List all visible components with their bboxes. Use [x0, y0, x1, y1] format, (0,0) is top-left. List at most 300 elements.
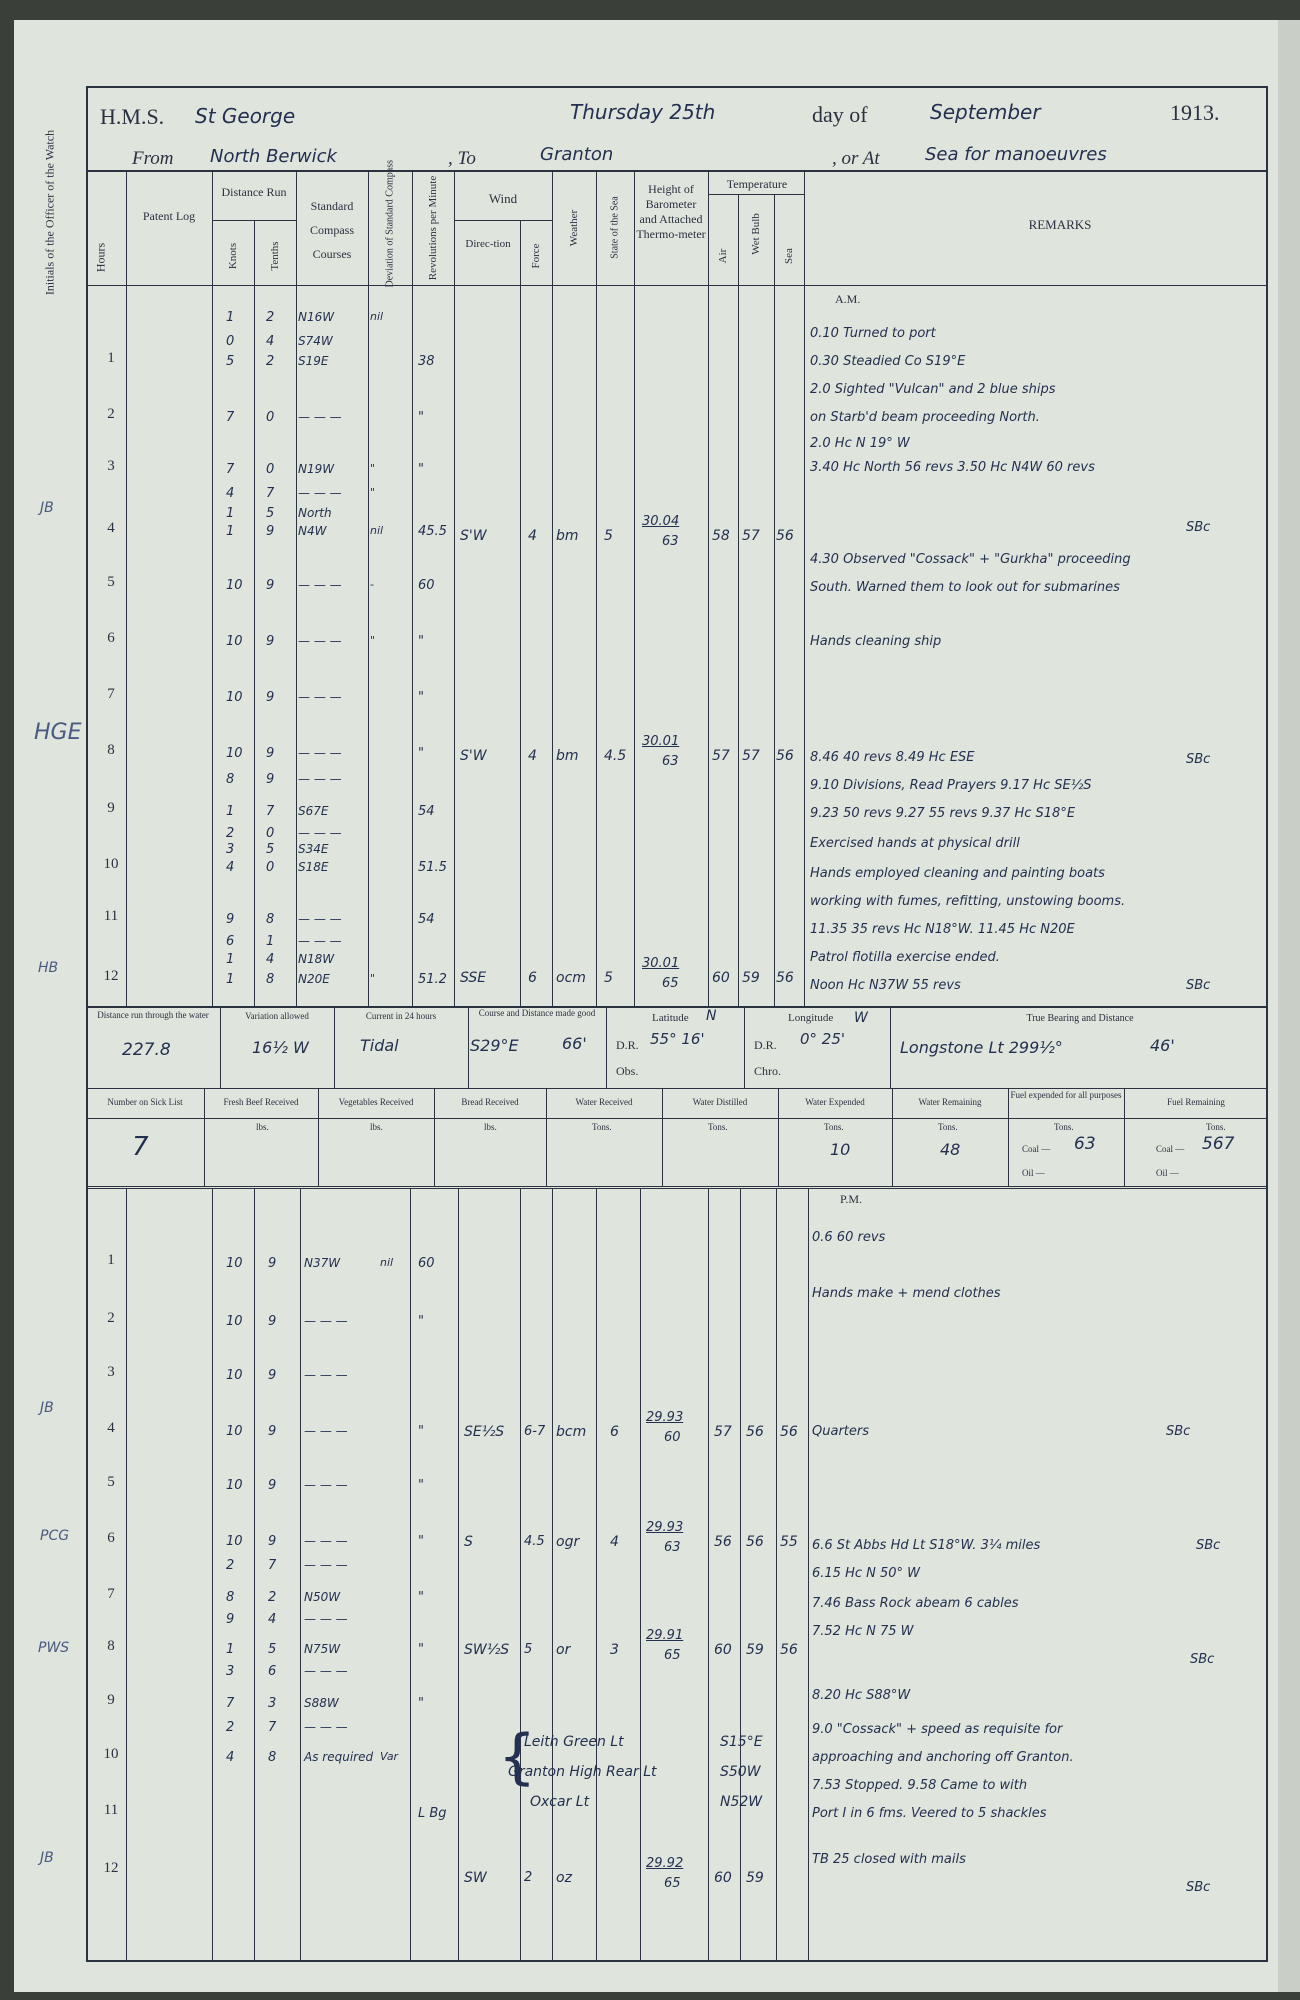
initials-5: PCG — [40, 1528, 70, 1544]
barometer-cell: 30.04 — [642, 514, 680, 529]
wdist-unit: Tons. — [708, 1122, 728, 1132]
wind-direction-cell: SE½S — [464, 1424, 505, 1440]
at-place: Sea for manoeuvres — [925, 144, 1107, 165]
revolutions-cell: 45.5 — [418, 524, 447, 539]
coal-expended: 63 — [1074, 1134, 1096, 1154]
tenths-cell: 3 — [268, 1696, 277, 1711]
or-at-label: , or At — [832, 148, 880, 169]
lat-label: Latitude — [652, 1012, 689, 1024]
lat-value: 55° 16' — [650, 1030, 705, 1048]
bearing-leith: Leith Green Lt — [524, 1734, 624, 1750]
revolutions-cell: 51.2 — [418, 972, 447, 987]
tenths-cell: 6 — [268, 1664, 277, 1679]
initials-3: HB — [38, 960, 59, 976]
remark-line: SBc — [1196, 1538, 1221, 1553]
page-edge — [1278, 20, 1300, 1992]
compass-cell: — — — — [304, 1534, 348, 1548]
remark-line: 7.53 Stopped. 9.58 Came to with — [812, 1778, 1028, 1793]
knots-cell: 3 — [226, 842, 235, 857]
thermometer-cell: 63 — [662, 534, 679, 549]
remark-line: Hands employed cleaning and painting boats — [810, 866, 1105, 881]
thermometer-cell: 65 — [664, 1648, 681, 1663]
deviation-cell: " — [370, 486, 376, 499]
remark-line: approaching and anchoring off Granton. — [812, 1750, 1074, 1765]
wexp-unit: Tons. — [824, 1122, 844, 1132]
wind-direction-cell: S — [464, 1534, 473, 1550]
deviation-cell: nil — [370, 310, 384, 323]
thermometer-cell: 65 — [662, 976, 679, 991]
initials-7: JB — [40, 1850, 54, 1866]
air-temp-cell: 60 — [714, 1642, 732, 1658]
wind-direction-cell: SW — [464, 1870, 487, 1886]
knots-cell: 1 — [226, 972, 235, 987]
bread-label: Bread Received — [461, 1097, 519, 1107]
wrem-unit: Tons. — [938, 1122, 958, 1132]
hour-label: 12 — [103, 1860, 119, 1876]
year: 1913. — [1170, 100, 1220, 125]
noon-var-label: Variation allowed — [245, 1011, 309, 1021]
sea-state-cell: 4 — [610, 1534, 619, 1550]
compass-cell: — — — — [304, 1720, 348, 1734]
hour-label: 5 — [107, 1474, 115, 1490]
compass-cell: N19W — [298, 462, 335, 476]
hour-label: 4 — [107, 520, 115, 536]
revolutions-cell: 51.5 — [418, 860, 447, 875]
noon-var: 16½ W — [252, 1038, 309, 1057]
oil-rem-label: Oil — — [1156, 1168, 1179, 1178]
knots-cell: 2 — [226, 1720, 235, 1735]
tenths-cell: 2 — [266, 354, 275, 369]
compass-cell: N50W — [304, 1590, 341, 1604]
hour-label: 3 — [107, 458, 115, 474]
remark-line: 0.30 Steadied Co S19°E — [810, 354, 966, 369]
hour-label: 9 — [107, 800, 115, 816]
knots-cell: 10 — [226, 1368, 243, 1383]
hour-label: 1 — [107, 1252, 115, 1268]
col-std-compass: Standard Compass Courses — [309, 199, 354, 261]
remark-line: TB 25 closed with mails — [812, 1852, 966, 1867]
wet-bulb-cell: 57 — [742, 748, 760, 764]
to-place: Granton — [540, 144, 614, 165]
hour-label: 2 — [107, 1310, 115, 1326]
thermometer-cell: 60 — [664, 1430, 681, 1445]
sea-state-cell: 6 — [610, 1424, 619, 1440]
bearing-dist: 46' — [1150, 1036, 1175, 1055]
remark-line: 3.40 Hc North 56 revs 3.50 Hc N4W 60 revs — [810, 460, 1095, 475]
deviation-cell: nil — [370, 524, 384, 537]
compass-cell: — — — — [298, 912, 342, 926]
air-temp-cell: 57 — [714, 1424, 732, 1440]
compass-cell: N20E — [298, 972, 330, 986]
tenths-cell: 9 — [268, 1314, 277, 1329]
compass-cell: — — — — [304, 1424, 348, 1438]
revolutions-cell: 54 — [418, 912, 435, 927]
water-distilled-label: Water Distilled — [692, 1097, 748, 1107]
hour-label: 5 — [107, 574, 115, 590]
knots-cell: 10 — [226, 1534, 243, 1549]
knots-cell: 1 — [226, 804, 235, 819]
tenths-cell: 9 — [266, 578, 275, 593]
sick-label: Number on Sick List — [107, 1097, 183, 1107]
compass-cell: — — — — [304, 1664, 348, 1678]
revolutions-cell: 38 — [418, 354, 435, 369]
wet-bulb-cell: 56 — [746, 1424, 764, 1440]
col-remarks: REMARKS — [1028, 217, 1092, 232]
knots-cell: 1 — [226, 1642, 235, 1657]
knots-cell: 1 — [226, 952, 235, 967]
lon-label: Longitude — [788, 1012, 834, 1024]
hour-label: 7 — [107, 686, 115, 702]
sea-temp-cell: 56 — [780, 1424, 798, 1440]
compass-cell: — — — — [304, 1368, 348, 1382]
knots-cell: 10 — [226, 1256, 243, 1271]
lat-dir: N — [706, 1008, 717, 1024]
tenths-cell: 2 — [266, 310, 275, 325]
col-patent-log: Patent Log — [142, 209, 196, 223]
noon-current-label: Current in 24 hours — [365, 1011, 437, 1021]
compass-cell: N4W — [298, 524, 327, 538]
hour-label: 2 — [107, 406, 115, 422]
knots-cell: 1 — [226, 524, 235, 539]
hour-label: 10 — [103, 1746, 119, 1762]
hour-label: 8 — [107, 742, 115, 758]
remark-line: working with fumes, refitting, unstowing booms. — [810, 894, 1126, 909]
revolutions-cell: " — [418, 746, 424, 761]
weather-cell: ocm — [556, 970, 586, 986]
knots-cell: 10 — [226, 746, 243, 761]
knots-cell: 2 — [226, 1558, 235, 1573]
hour-label: 11 — [103, 908, 119, 924]
beef-label: Fresh Beef Received — [223, 1097, 299, 1107]
tenths-cell: 9 — [266, 524, 275, 539]
knots-cell: 10 — [226, 634, 243, 649]
lat-obs-label: Obs. — [616, 1064, 639, 1078]
knots-cell: 1 — [226, 310, 235, 325]
col-direction: Direc-tion — [465, 238, 511, 250]
compass-cell: — — — — [304, 1314, 348, 1328]
remark-line: 6.15 Hc N 50° W — [812, 1566, 921, 1581]
side-title: Initials of the Officer of the Watch — [42, 129, 57, 296]
revolutions-cell: 60 — [418, 578, 435, 593]
tenths-cell: 9 — [266, 746, 275, 761]
compass-cell: — — — — [298, 578, 342, 592]
knots-cell: 10 — [226, 578, 243, 593]
sea-temp-cell: 56 — [776, 748, 794, 764]
remark-line: 7.46 Bass Rock abeam 6 cables — [812, 1596, 1019, 1611]
bearing-brace: { — [498, 1722, 537, 1792]
remark-line: 9.23 50 revs 9.27 55 revs 9.37 Hc S18°E — [810, 806, 1076, 821]
remark-line: Hands make + mend clothes — [812, 1286, 1001, 1301]
sea-state-cell: 3 — [610, 1642, 619, 1658]
wet-bulb-cell: 56 — [746, 1534, 764, 1550]
remark-line: 8.46 40 revs 8.49 Hc ESE — [810, 750, 975, 765]
col-knots: Knots — [227, 242, 239, 270]
revolutions-cell: " — [418, 1642, 424, 1657]
remark-initials: SBc — [1186, 978, 1211, 993]
tenths-cell: 4 — [266, 334, 275, 349]
noon-current: Tidal — [360, 1036, 399, 1055]
thermometer-cell: 65 — [664, 1876, 681, 1891]
revolutions-cell: " — [418, 1314, 424, 1329]
tenths-cell: 0 — [266, 462, 275, 477]
revolutions-cell: " — [418, 410, 424, 425]
initials-6: PWS — [38, 1640, 70, 1656]
wind-direction-cell: S'W — [460, 528, 487, 544]
remark-line: Hands cleaning ship — [810, 634, 942, 649]
tenths-cell: 8 — [266, 912, 275, 927]
tenths-cell: 9 — [266, 634, 275, 649]
compass-cell: S88W — [304, 1696, 339, 1710]
deviation-cell: nil — [380, 1256, 394, 1269]
sea-temp-cell: 56 — [776, 528, 794, 544]
initials-2: HGE — [34, 720, 82, 745]
noon-course: S29°E — [470, 1036, 519, 1055]
knots-cell: 8 — [226, 772, 235, 787]
remark-line: 9.10 Divisions, Read Prayers 9.17 Hc SE½S — [810, 778, 1092, 793]
deviation-cell: - — [370, 578, 374, 591]
wind-force-cell: 6 — [528, 970, 537, 986]
col-weather: Weather — [568, 209, 580, 247]
wind-force-cell: 5 — [524, 1642, 533, 1657]
knots-cell: 4 — [226, 1750, 235, 1765]
remark-line: Port I in 6 fms. Veered to 5 shackles — [812, 1806, 1047, 1821]
remark-line: 0.6 60 revs — [812, 1230, 886, 1245]
revolutions-cell: " — [418, 1424, 424, 1439]
month: September — [930, 100, 1041, 124]
compass-cell: — — — — [298, 634, 342, 648]
tenths-cell: 9 — [268, 1424, 277, 1439]
sick-count: 7 — [132, 1132, 149, 1162]
fuel-expended-label: Fuel expended for all purposes — [1010, 1090, 1122, 1100]
hour-label: 6 — [107, 1530, 115, 1546]
tenths-cell: 7 — [268, 1558, 277, 1573]
ship-name: St George — [195, 104, 296, 128]
tenths-cell: 0 — [266, 410, 275, 425]
remark-line: Noon Hc N37W 55 revs — [810, 978, 961, 993]
knots-cell: 4 — [226, 486, 235, 501]
wind-force-cell: 2 — [524, 1870, 533, 1885]
pm-label: P.M. — [840, 1192, 863, 1206]
compass-cell: — — — — [298, 746, 342, 760]
compass-cell: S67E — [298, 804, 329, 818]
compass-cell: North — [298, 506, 332, 520]
compass-cell: — — — — [298, 772, 342, 786]
col-distance-run: Distance Run — [221, 185, 287, 199]
hour-label: 7 — [107, 1586, 115, 1602]
compass-cell: — — — — [298, 690, 342, 704]
thermometer-cell: 63 — [664, 1540, 681, 1555]
col-tenths: Tenths — [269, 241, 281, 271]
tenths-cell: 5 — [268, 1642, 277, 1657]
wet-bulb-cell: 59 — [742, 970, 760, 986]
weather-cell: ogr — [556, 1534, 580, 1550]
air-temp-cell: 56 — [714, 1534, 732, 1550]
compass-cell: — — — — [298, 934, 342, 948]
wet-bulb-cell: 59 — [746, 1870, 764, 1886]
lon-chro-label: Chro. — [754, 1064, 781, 1078]
knots-cell: 0 — [226, 334, 235, 349]
tenths-cell: 5 — [266, 842, 275, 857]
remark-line: Patrol flotilla exercise ended. — [810, 950, 1000, 965]
compass-cell: — — — — [304, 1612, 348, 1626]
revolutions-cell: " — [418, 462, 424, 477]
tenths-cell: 8 — [268, 1750, 277, 1765]
wind-direction-cell: SW½S — [464, 1642, 510, 1658]
barometer-cell: 29.91 — [646, 1628, 684, 1643]
compass-cell: S19E — [298, 354, 329, 368]
day-name: Thursday 25th — [570, 100, 716, 124]
bearing-oxcar: Oxcar Lt — [530, 1794, 590, 1810]
remark-line: 6.6 St Abbs Hd Lt S18°W. 3¼ miles — [812, 1538, 1041, 1553]
hour-label: 12 — [103, 968, 119, 984]
sea-temp-cell: 56 — [780, 1642, 798, 1658]
compass-cell: — — — — [298, 410, 342, 424]
wind-force-cell: 4.5 — [524, 1534, 545, 1549]
col-wind: Wind — [488, 191, 518, 206]
fuelexp-unit: Tons. — [1054, 1122, 1074, 1132]
wrec-unit: Tons. — [592, 1122, 612, 1132]
knots-cell: 8 — [226, 1590, 235, 1605]
remark-line: Exercised hands at physical drill — [810, 836, 1020, 851]
tenths-cell: 9 — [268, 1256, 277, 1271]
compass-cell: N37W — [304, 1256, 341, 1270]
veg-unit: lbs. — [370, 1122, 383, 1132]
to-label: , To — [448, 148, 476, 169]
remark-line: Quarters — [812, 1424, 869, 1439]
lon-dir: W — [854, 1010, 868, 1026]
knots-cell: 10 — [226, 690, 243, 705]
tenths-cell: 1 — [266, 934, 275, 949]
hour-label: 10 — [103, 856, 119, 872]
water-expended: 10 — [830, 1140, 851, 1159]
hour-label: 1 — [107, 350, 115, 366]
tenths-cell: 7 — [266, 804, 275, 819]
col-state-sea: State of the Sea — [609, 196, 621, 259]
initials-4: JB — [40, 1400, 54, 1416]
wind-force-cell: 4 — [528, 748, 537, 764]
tenths-cell: 2 — [268, 1590, 277, 1605]
water-expended-label: Water Expended — [805, 1097, 865, 1107]
barometer-cell: 29.92 — [646, 1856, 684, 1871]
sea-temp-cell: 55 — [780, 1534, 798, 1550]
wind-direction-cell: S'W — [460, 748, 487, 764]
lat-dr-label: D.R. — [616, 1038, 639, 1052]
compass-cell: S74W — [298, 334, 333, 348]
barometer-cell: 30.01 — [642, 734, 680, 749]
remark-line: South. Warned them to look out for submarines — [810, 580, 1120, 595]
knots-cell: 4 — [226, 860, 235, 875]
beef-unit: lbs. — [256, 1122, 269, 1132]
compass-cell: N16W — [298, 310, 335, 324]
knots-cell: 7 — [226, 1696, 235, 1711]
knots-cell: 5 — [226, 354, 235, 369]
noon-dist-label: Distance run through the water — [97, 1010, 209, 1020]
tenths-cell: 9 — [266, 772, 275, 787]
col-air: Air — [717, 248, 729, 264]
hms-label: H.M.S. — [100, 104, 165, 129]
remark-line: 2.0 Hc N 19° W — [810, 436, 910, 451]
coal-remaining: 567 — [1202, 1134, 1235, 1154]
revolutions-cell: " — [418, 1534, 424, 1549]
bearing-oxcar-value: N52W — [720, 1794, 763, 1810]
tenths-cell: 0 — [266, 826, 275, 841]
remark-line: 7.52 Hc N 75 W — [812, 1624, 914, 1639]
water-remaining: 48 — [940, 1140, 961, 1159]
tenths-cell: 4 — [268, 1612, 277, 1627]
knots-cell: 7 — [226, 410, 235, 425]
compass-cell: As required — [304, 1750, 374, 1764]
compass-cell: — — — — [298, 486, 342, 500]
tenths-cell: 4 — [266, 952, 275, 967]
remark-line: SBc — [1166, 1424, 1191, 1439]
knots-cell: 10 — [226, 1424, 243, 1439]
knots-cell: 3 — [226, 1664, 235, 1679]
wind-force-cell: 6-7 — [524, 1424, 546, 1439]
knots-cell: 10 — [226, 1314, 243, 1329]
hour-label: 3 — [107, 1364, 115, 1380]
initials-1: JB — [40, 500, 54, 516]
noon-dist: 227.8 — [122, 1040, 171, 1060]
bread-unit: lbs. — [484, 1122, 497, 1132]
revolutions-cell: " — [418, 1696, 424, 1711]
remark-line: 0.10 Turned to port — [810, 326, 936, 341]
col-deviation: Deviation of Standard Compass — [384, 160, 396, 288]
bearing-value: Longstone Lt 299½° — [900, 1038, 1063, 1057]
remark-initials: SBc — [1186, 752, 1211, 767]
coal-rem-label: Coal — — [1156, 1144, 1185, 1154]
coal-exp-label: Coal — — [1022, 1144, 1051, 1154]
weather-cell: bm — [556, 748, 579, 764]
deviation-cell: " — [370, 972, 376, 985]
tenths-cell: 5 — [266, 506, 275, 521]
knots-cell: 6 — [226, 934, 235, 949]
weather-cell: oz — [556, 1870, 572, 1886]
weather-cell: bcm — [556, 1424, 587, 1440]
col-force: Force — [530, 243, 542, 269]
remark-line: 2.0 Sighted "Vulcan" and 2 blue ships — [810, 382, 1056, 397]
from-place: North Berwick — [210, 146, 337, 167]
hour-label: 6 — [107, 630, 115, 646]
wet-bulb-cell: 57 — [742, 528, 760, 544]
hour-label: 11 — [103, 1802, 119, 1818]
air-temp-cell: 58 — [712, 528, 730, 544]
fuel-remaining-label: Fuel Remaining — [1167, 1097, 1225, 1107]
deviation-cell: " — [370, 462, 376, 475]
knots-cell: 1 — [226, 506, 235, 521]
revolutions-cell: 54 — [418, 804, 435, 819]
deviation-cell: " — [370, 634, 376, 647]
hour-label: 8 — [107, 1638, 115, 1654]
oil-exp-label: Oil — — [1022, 1168, 1045, 1178]
wind-force-cell: 4 — [528, 528, 537, 544]
remark-line: SBc — [1186, 1880, 1211, 1895]
thermometer-cell: 63 — [662, 754, 679, 769]
bearing-leith-value: S15°E — [720, 1734, 763, 1750]
air-temp-cell: 60 — [712, 970, 730, 986]
revolutions-cell: L Bg — [418, 1806, 447, 1821]
fuelrem-unit: Tons. — [1206, 1122, 1226, 1132]
compass-cell: — — — — [298, 826, 342, 840]
day-of-label: day of — [812, 102, 868, 127]
lon-dr-label: D.R. — [754, 1038, 777, 1052]
lon-value: 0° 25' — [800, 1030, 846, 1048]
remark-line: 4.30 Observed "Cossack" + "Gurkha" proceeding — [810, 552, 1131, 567]
bearing-granton-value: S50W — [720, 1764, 761, 1780]
tenths-cell: 9 — [266, 690, 275, 705]
air-temp-cell: 60 — [714, 1870, 732, 1886]
veg-label: Vegetables Received — [338, 1097, 414, 1107]
col-temperature: Temperature — [726, 177, 788, 191]
